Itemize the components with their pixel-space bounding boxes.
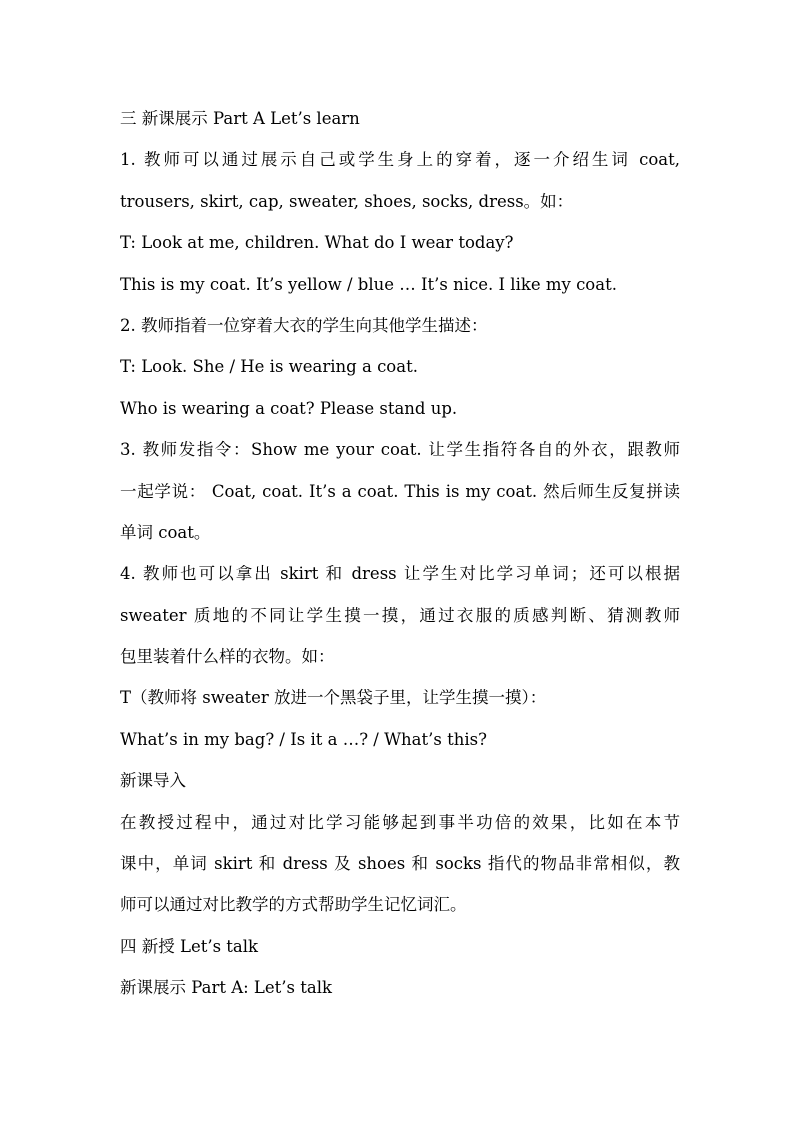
text-line: 一起学说： Coat, coat. It’s a coat. This is my coat. 然后师生反复拼读 xyxy=(120,481,680,501)
text-line: 包里装着什么样的衣物。如： xyxy=(120,647,335,667)
text-line: T: Look at me, children. What do I wear today? xyxy=(120,233,514,253)
text-line: 新课导入 xyxy=(120,771,186,791)
document-body xyxy=(120,103,680,1014)
text-line: 在教授过程中，通过对比学习能够起到事半功倍的效果，比如在本节 xyxy=(120,812,680,832)
text-line: This is my coat. It’s yellow / blue … It’s nice. I like my coat. xyxy=(120,274,617,294)
text-line: 师可以通过对比教学的方式帮助学生记忆词汇。 xyxy=(120,895,467,915)
text-line: 四 新授 Let’s talk xyxy=(120,936,259,956)
text-line: 新课展示 Part A: Let’s talk xyxy=(120,978,332,998)
text-line: 三 新课展示 Part A Let’s learn xyxy=(120,109,360,128)
text-line: 3. 教师发指令：Show me your coat. 让学生指符各自的外衣，跟教师 xyxy=(120,440,680,460)
text-line: trousers, skirt, cap, sweater, shoes, socks, dress。如： xyxy=(120,191,574,211)
text-line: T: Look. She / He is wearing a coat. xyxy=(120,357,418,377)
text-line: T（教师将 sweater 放进一个黑袋子里，让学生摸一摸）： xyxy=(120,688,547,708)
text-line: 课中，单词 skirt 和 dress 及 shoes 和 socks 指代的物品非常相似，教 xyxy=(120,854,680,874)
text-line: What’s in my bag? / Is it a …? / What’s this? xyxy=(120,729,487,749)
text-line: 2. 教师指着一位穿着大衣的学生向其他学生描述： xyxy=(120,315,488,335)
text-line: 单词 coat。 xyxy=(120,522,211,542)
text-line: Who is wearing a coat? Please stand up. xyxy=(120,398,458,418)
text-line: 1. 教师可以通过展示自己或学生身上的穿着，逐一介绍生词 coat, xyxy=(120,150,680,170)
text-line: sweater 质地的不同让学生摸一摸，通过衣服的质感判断、猜测教师 xyxy=(120,605,680,625)
text-line: 4. 教师也可以拿出 skirt 和 dress 让学生对比学习单词；还可以根据 xyxy=(120,564,680,584)
